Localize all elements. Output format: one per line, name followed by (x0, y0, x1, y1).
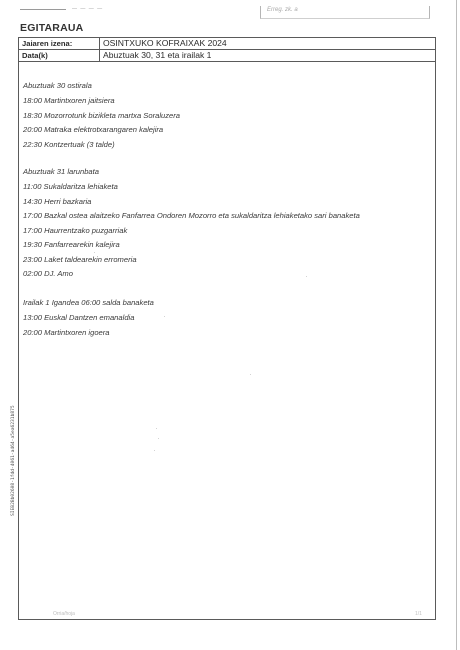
program-event: 20:00 Matraka elektrotxarangaren kalejira (23, 125, 164, 134)
day-title: Abuztuak 30 ostirala (23, 81, 92, 90)
event-date-label: Data(k) (19, 50, 100, 62)
program-day-saturday (23, 165, 433, 282)
program-event: 17:00 Haurrentzako puzgarriak (23, 225, 128, 235)
program-event: 19:30 Fanfarrearekin kalejira (23, 240, 120, 249)
program-event: 11:00 Sukaldaritza lehiaketa (23, 182, 118, 191)
event-date-row (19, 50, 436, 62)
registration-box (260, 6, 430, 19)
event-name-label: Jaiaren izena: (19, 38, 100, 50)
page-title: EGITARAUA (20, 22, 84, 34)
program-event: 18:00 Martintxoren jaitsiera (23, 96, 115, 105)
stamp-code: SIEB2Bb02608-1fdd-4061-a464-a5ea6231b875 (11, 405, 16, 516)
footer-page-number: 1/1 (415, 611, 422, 617)
side-stamp (3, 356, 16, 516)
top-rule (20, 9, 66, 10)
day-title: Irailak 1 Igandea 06:00 salda banaketa (23, 298, 154, 307)
program-day-friday (23, 79, 433, 152)
program-event: 22:30 Kontzertuak (3 talde) (23, 139, 115, 149)
program-event: 23:00 Laket taldearekin erromeria (23, 254, 137, 264)
event-date-value: Abuztuak 30, 31 eta irailak 1 (100, 50, 436, 62)
event-name-value: OSINTXUKO KOFRAIXAK 2024 (100, 38, 436, 50)
program-event: 18:30 Mozorrotunk bizikleta martxa Soraluzera (23, 110, 181, 120)
top-dashes: — — — — (72, 6, 104, 12)
program-event: 13:00 Euskal Dantzen emanaldia (23, 313, 135, 322)
registration-label: Erreg. zk. a (267, 7, 298, 13)
program-day-sunday (23, 296, 433, 340)
program-box (18, 62, 436, 620)
program-event: 02:00 DJ. Amo (23, 269, 73, 278)
program-event: 14:30 Herri bazkaria (23, 196, 92, 206)
day-title: Abuztuak 31 larunbata (23, 167, 99, 176)
event-name-row (19, 38, 436, 50)
program-event: 20:00 Martintxoren igoera (23, 327, 110, 337)
footer-page-label: Orria/hoja (53, 611, 75, 617)
page-edge (456, 0, 457, 650)
event-info-table (18, 37, 436, 62)
program-event: 17:00 Bazkal ostea alaitzeko Fanfarrea Ondoren Mozorro eta sukaldaritza lehiaketako sari banaketa (23, 211, 360, 220)
